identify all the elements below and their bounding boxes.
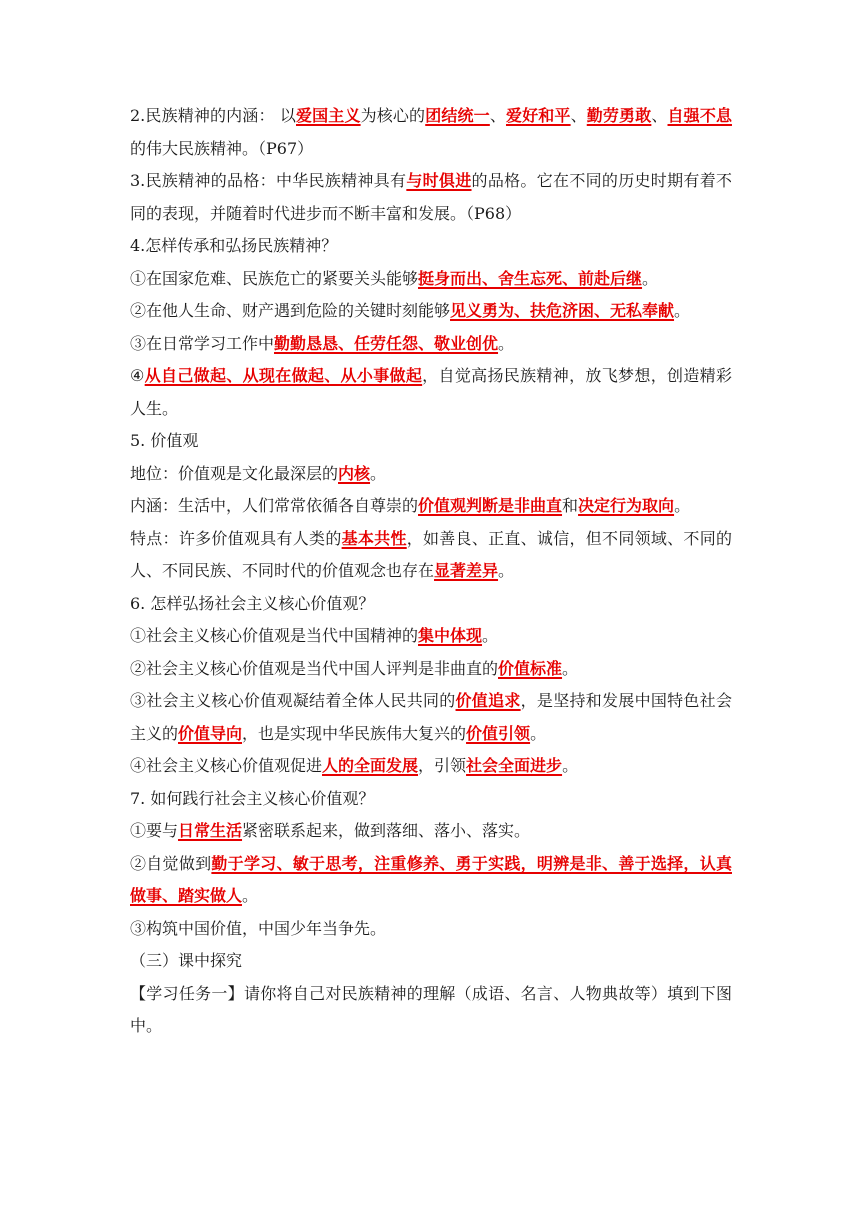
paragraph: [130, 945, 732, 978]
text-run: 的品格。它在不同的历史时期有着不同的表现，并随着时代进步而不断丰富和发展。（P68）: [130, 171, 732, 223]
paragraph: [130, 263, 732, 296]
text-run: 的伟大民族精神。（P67）: [130, 138, 314, 158]
paragraph: [130, 490, 732, 523]
text-run: ，自觉高扬民族精神，放飞梦想，创造精彩人生。: [130, 366, 732, 418]
text-run: 。: [498, 333, 515, 353]
paragraph: [130, 913, 732, 946]
text-run: ②自觉做到: [130, 853, 212, 873]
key-term: 价值导向: [178, 723, 243, 743]
paragraph: [130, 620, 732, 653]
text-run: 紧密联系起来，做到落细、落小、落实。: [242, 821, 531, 840]
paragraph: [130, 848, 732, 913]
paragraph: [130, 425, 732, 458]
paragraph: [130, 458, 732, 491]
key-term: 自强不息: [667, 106, 732, 125]
paragraph: [130, 295, 732, 328]
key-term: 集中体现: [418, 626, 483, 645]
text-run: 。: [242, 886, 259, 905]
paragraph: [130, 360, 732, 425]
paragraph: [130, 685, 732, 750]
text-run: ④社会主义核心价值观促进: [130, 756, 323, 775]
key-term: 内核: [338, 463, 371, 483]
text-run: ③在日常学习工作中: [130, 333, 275, 353]
paragraph: [130, 165, 732, 230]
key-term: 社会全面进步: [466, 756, 563, 775]
text-run: 。: [674, 301, 691, 320]
paragraph: [130, 588, 732, 621]
key-term: 价值引领: [466, 723, 531, 743]
text-run: 。: [642, 268, 659, 288]
text-run: 5. 价值观: [130, 431, 199, 450]
key-term: 勤勤恳恳、任劳任怨、敬业创优: [274, 333, 499, 353]
paragraph: [130, 815, 732, 848]
key-term: 勤于学习、敏于思考，注重修养、勇于实践，明辨是非、善于选择，认真做事、踏实做人: [130, 853, 732, 905]
key-term: 勤劳勇敢: [586, 106, 652, 125]
text-run: 7. 如何践行社会主义核心价值观？: [130, 788, 375, 808]
text-run: 2.民族精神的内涵： 以: [130, 106, 296, 125]
key-term: 价值观判断是非曲直: [418, 496, 563, 515]
text-run: 【学习任务一】请你将自己对民族精神的理解（成语、名言、人物典故等）填到下图中。: [130, 983, 732, 1035]
text-run: 。: [498, 561, 515, 580]
key-term: 团结统一: [425, 106, 490, 125]
text-run: ③构筑中国价值，中国少年当争先。: [130, 918, 387, 938]
key-term: 决定行为取向: [578, 496, 675, 515]
key-term: 见义勇为、扶危济困、无私奉献: [450, 301, 675, 320]
text-run: ③社会主义核心价值观凝结着全体人民共同的: [130, 691, 456, 710]
key-term: 基本共性: [341, 528, 407, 548]
paragraph: [130, 328, 732, 361]
text-run: ，引领: [418, 756, 467, 775]
text-run: ①在国家危难、民族危亡的紧要关头能够: [130, 268, 419, 288]
text-run: 。: [562, 658, 579, 678]
key-term: 价值标准: [498, 658, 563, 678]
text-run: ①社会主义核心价值观是当代中国精神的: [130, 626, 419, 645]
key-term: 爱好和平: [505, 106, 571, 125]
text-run: ④: [130, 366, 145, 385]
key-term: 人的全面发展: [322, 756, 419, 775]
text-run: ①要与: [130, 821, 179, 840]
text-run: 、: [651, 106, 668, 125]
text-run: 6. 怎样弘扬社会主义核心价值观？: [130, 593, 375, 613]
key-term: 价值追求: [455, 691, 521, 710]
text-run: ②社会主义核心价值观是当代中国人评判是非曲直的: [130, 658, 499, 678]
paragraph: [130, 783, 732, 816]
text-run: 地位：价值观是文化最深层的: [130, 463, 339, 483]
text-run: ，如善良、正直、诚信，但不同领域、不同的人、不同民族、不同时代的价值观念也存在: [130, 528, 732, 580]
text-run: 。: [674, 496, 691, 515]
text-run: ②在他人生命、财产遇到危险的关键时刻能够: [130, 301, 451, 320]
paragraph: [130, 750, 732, 783]
text-run: 、: [489, 106, 506, 125]
text-run: 4.怎样传承和弘扬民族精神？: [130, 236, 338, 255]
text-run: 为核心的: [360, 106, 426, 125]
text-run: 和: [562, 496, 579, 515]
document-body: [130, 100, 732, 1043]
text-run: 、: [570, 106, 587, 125]
text-run: （三）课中探究: [130, 951, 243, 970]
text-run: 。: [482, 626, 499, 645]
key-term: 显著差异: [434, 561, 499, 580]
key-term: 日常生活: [178, 821, 243, 840]
text-run: 。: [562, 756, 579, 775]
text-run: ，是坚持和发展中国特色社会主义的: [130, 691, 732, 743]
paragraph: [130, 653, 732, 686]
text-run: 特点：许多价值观具有人类的: [130, 528, 342, 548]
paragraph: [130, 978, 732, 1043]
key-term: 与时俱进: [406, 171, 472, 190]
paragraph: [130, 523, 732, 588]
paragraph: [130, 100, 732, 165]
text-run: 3.民族精神的品格：中华民族精神具有: [130, 171, 407, 190]
text-run: 。: [530, 723, 547, 743]
text-run: 。: [370, 463, 387, 483]
key-term: 爱国主义: [296, 106, 361, 125]
text-run: ，也是实现中华民族伟大复兴的: [242, 723, 467, 743]
paragraph: [130, 230, 732, 263]
key-term: 挺身而出、舍生忘死、前赴后继: [418, 268, 643, 288]
text-run: 内涵：生活中，人们常常依循各自尊崇的: [130, 496, 419, 515]
key-term: 从自己做起、从现在做起、从小事做起: [144, 366, 423, 385]
